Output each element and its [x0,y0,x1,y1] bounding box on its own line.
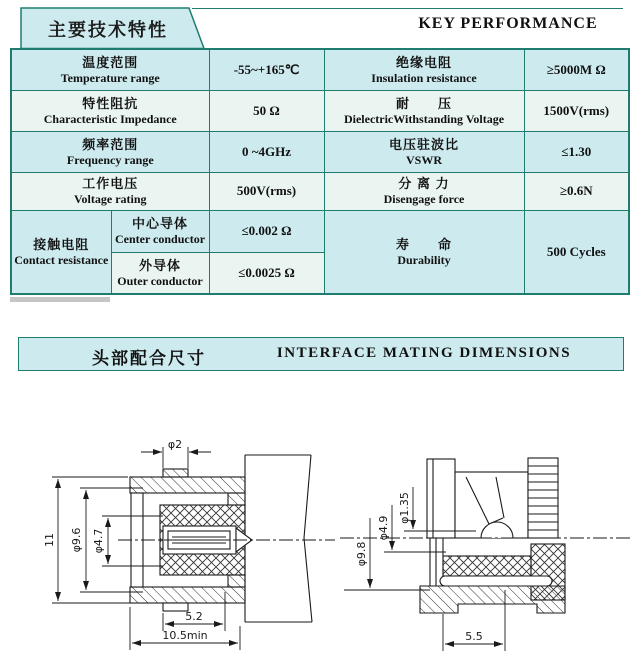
cell-dielectric-label: 耐 压 DielectricWithstanding Voltage [324,90,524,131]
cell-disengage-label: 分 离 力 Disengage force [324,172,524,210]
header-rule [192,8,623,9]
cell-vswr-value: ≤1.30 [524,131,629,172]
cell-frequency-label: 频率范围 Frequency range [11,131,209,172]
cell-outer-conductor-value: ≤0.0025 Ω [209,252,324,294]
dim-label-phi2: φ2 [167,438,183,451]
cell-dielectric-value: 1500V(rms) [524,90,629,131]
cell-vswr-label: 电压驻波比 VSWR [324,131,524,172]
cell-temperature-label: 温度范围 Temperature range [11,49,209,90]
cell-temperature-value: -55~+165℃ [209,49,324,90]
dim-label-105min: 10.5min [162,629,208,642]
table-row [11,131,629,172]
dim-label-55: 5.5 [465,630,483,643]
cell-insulation-value: ≥5000M Ω [524,49,629,90]
cell-contact-resistance-label: 接触电阻 Contact resistance [11,210,111,294]
dim-label-phi96: φ9.6 [70,527,83,553]
table-row [11,210,629,252]
cell-center-conductor-label: 中心导体 Center conductor [111,210,209,252]
cell-disengage-value: ≥0.6N [524,172,629,210]
dim-label-52: 5.2 [185,610,203,623]
section2-title-zh: 头部配合尺寸 [92,349,206,368]
cell-durability-value: 500 Cycles [524,210,629,294]
plug-section [420,538,565,613]
cell-durability-label: 寿 命 Durability [324,210,524,294]
cell-impedance-value: 50 Ω [209,90,324,131]
cell-insulation-label: 绝缘电阻 Insulation resistance [324,49,524,90]
right-connector-drawing [340,458,630,651]
cell-frequency-value: 0 ~4GHz [209,131,324,172]
dim-label-phi47: φ4.7 [92,528,105,554]
spec-table [10,48,630,295]
table-row [11,49,629,90]
section2-banner [18,337,624,371]
table-shadow [10,297,110,302]
left-connector-drawing [43,438,335,650]
cell-outer-conductor-label: 外导体 Outer conductor [111,252,209,294]
plug-elevation [427,458,558,538]
dim-label-phi98: φ9.8 [355,541,368,567]
table-row [11,172,629,210]
cell-voltage-label: 工作电压 Voltage rating [11,172,209,210]
interface-mating-drawings [0,420,636,659]
table-row [11,90,629,131]
cell-impedance-label: 特性阻抗 Characteristic Impedance [11,90,209,131]
dim-label-phi135: φ1.35 [398,492,411,524]
dim-label-11: 11 [43,533,56,547]
panel-outline [245,455,312,622]
dim-label-phi49: φ4.9 [377,515,390,541]
cell-center-conductor-value: ≤0.002 Ω [209,210,324,252]
section1-title-zh: 主要技术特性 [48,20,168,40]
section2-title-en: INTERFACE MATING DIMENSIONS [276,345,572,361]
section1-title-en: KEY PERFORMANCE [418,15,598,32]
cell-voltage-value: 500V(rms) [209,172,324,210]
